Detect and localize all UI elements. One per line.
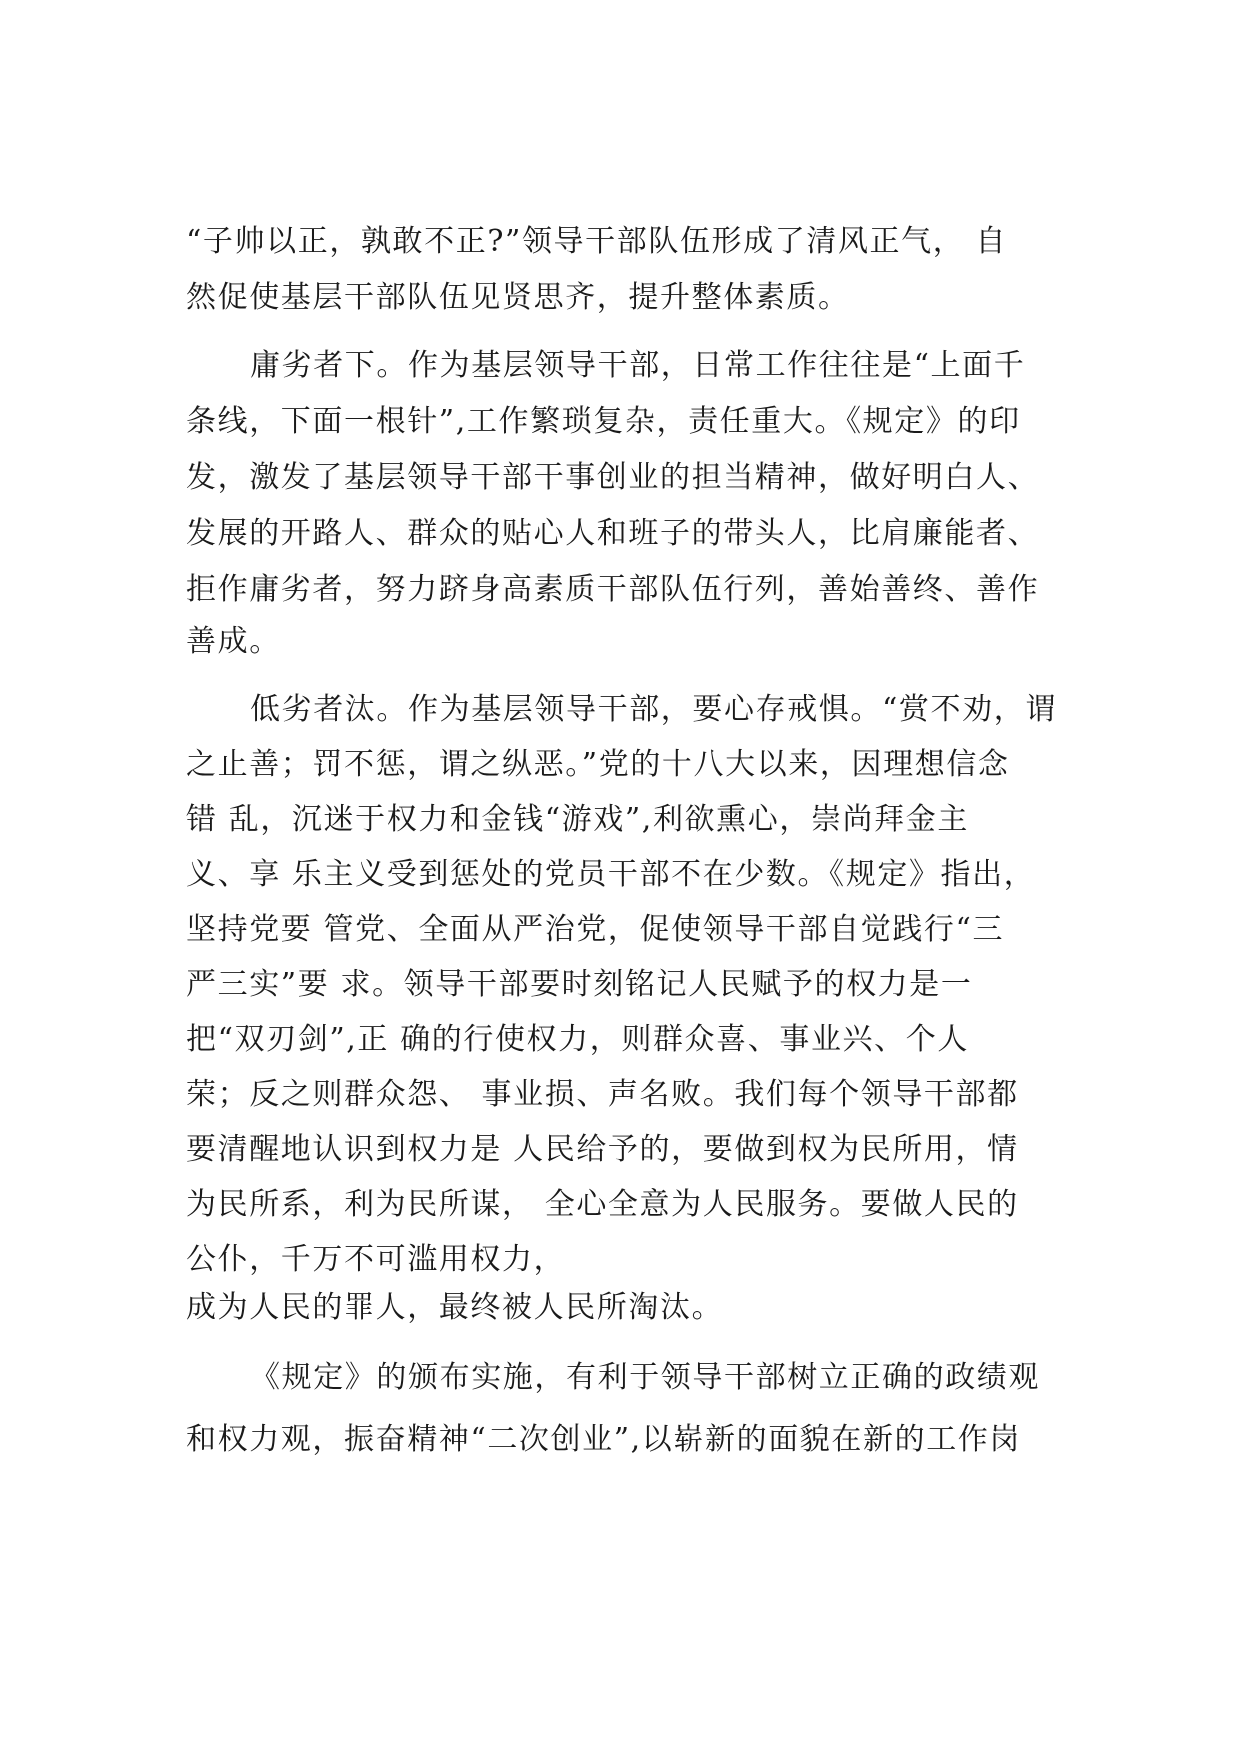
text-line: 把“双刃剑”,正 确的行使权力，则群众喜、事业兴、个人 [186, 1022, 969, 1057]
text-line: 要清醒地认识到权力是 人民给予的，要做到权为民所用，情 [186, 1132, 1019, 1167]
text-line: 发展的开路人、群众的贴心人和班子的带头人，比肩廉能者、 [186, 516, 1040, 551]
text-line: 坚持党要 管党、全面从严治党，促使领导干部自觉践行“三 [186, 912, 1005, 947]
text-line: 然促使基层干部队伍见贤思齐，提升整体素质。 [186, 280, 850, 315]
text-line: 义、享 乐主义受到惩处的党员干部不在少数。《规定》指出， [186, 857, 1036, 892]
text-line: “子帅以正，孰敢不正?”领导干部队伍形成了清风正气， 自 [186, 224, 1008, 259]
text-line: 成为人民的罪人，最终被人民所淘汰。 [186, 1290, 724, 1325]
text-line: 之止善；罚不惩，谓之纵恶。”党的十八大以来，因理想信念 [186, 747, 1010, 782]
text-line: 和权力观，振奋精神“二次创业”,以崭新的面貌在新的工作岗 [186, 1422, 1022, 1457]
text-line: 严三实”要 求。领导干部要时刻铭记人民赋予的权力是一 [186, 967, 973, 1002]
text-line: 善成。 [186, 624, 281, 659]
paragraph-first-line: 《规定》的颁布实施，有利于领导干部树立正确的政绩观 [250, 1360, 1040, 1395]
text-line: 荣；反之则群众怨、 事业损、声名败。我们每个领导干部都 [186, 1077, 1019, 1112]
text-line: 为民所系，利为民所谋， 全心全意为人民服务。要做人民的 [186, 1187, 1019, 1222]
text-line: 拒作庸劣者，努力跻身高素质干部队伍行列，善始善终、善作 [186, 572, 1040, 607]
paragraph-first-line: 庸劣者下。作为基层领导干部，日常工作往往是“上面千 [250, 348, 1026, 383]
text-line: 公仆，千万不可滥用权力， [186, 1242, 566, 1277]
text-line: 条线，下面一根针”,工作繁琐复杂，责任重大。《规定》的印 [186, 404, 1021, 439]
paragraph-first-line: 低劣者汰。作为基层领导干部，要心存戒惧。“赏不劝，谓 [250, 692, 1057, 727]
text-line: 错 乱，沉迷于权力和金钱“游戏”,利欲熏心，崇尚拜金主 [186, 802, 969, 837]
text-line: 发，激发了基层领导干部干事创业的担当精神，做好明白人、 [186, 460, 1040, 495]
